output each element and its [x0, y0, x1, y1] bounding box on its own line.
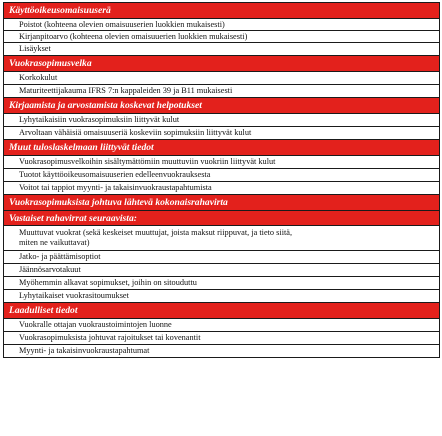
section-header — [3, 195, 440, 211]
table-row — [3, 19, 440, 31]
section-header-label: Laadulliset tiedot — [9, 305, 78, 316]
section-header — [3, 140, 440, 156]
row-label: Voitot tai tappiot myynti- ja takaisinvuokraustapahtumista — [19, 183, 212, 193]
table-row — [3, 114, 440, 127]
table-row — [3, 182, 440, 195]
table-row — [3, 85, 440, 98]
table-row — [3, 156, 440, 169]
row-label: Vuokrasopimuksista johtuvat rajoitukset tai kovenantit — [19, 333, 201, 343]
table-row — [3, 290, 440, 303]
row-label: Vuokralle ottajan vuokraustoimintojen luonne — [19, 320, 172, 330]
table-row — [3, 264, 440, 277]
row-label: Lyhytaikaisiin vuokrasopimuksiin liittyvät kulut — [19, 115, 180, 125]
section-subheader — [3, 211, 440, 226]
row-label: Lyhytaikaiset vuokrasitoumukset — [19, 291, 129, 301]
row-label — [19, 228, 292, 247]
section-header-label: Kirjaamista ja arvostamista koskevat helpotukset — [9, 100, 202, 111]
row-label: Maturiteettijakauma IFRS 7:n kappaleiden 39 ja B11 mukaisesti — [19, 86, 233, 96]
table-row — [3, 127, 440, 140]
row-label: Lisäykset — [19, 44, 51, 54]
table-row — [3, 72, 440, 85]
table-row — [3, 226, 440, 251]
table-row — [3, 31, 440, 43]
section-header — [3, 3, 440, 19]
row-label: Myöhemmin alkavat sopimukset, joihin on sitouduttu — [19, 278, 197, 288]
section-header — [3, 56, 440, 72]
row-label: Jatko- ja päättämisoptiot — [19, 252, 101, 262]
table-row — [3, 43, 440, 56]
table-row — [3, 251, 440, 264]
section-subheader-label: Vastaiset rahavirrat seuraavista: — [9, 212, 137, 224]
section-header-label: Muut tuloslaskelmaan liittyvät tiedot — [9, 142, 154, 153]
table-row — [3, 277, 440, 290]
row-label: Kirjanpitoarvo (kohteena olevien omaisuuerien luokkien mukaisesti) — [19, 31, 248, 41]
disclosure-table — [3, 2, 440, 358]
row-label: Jäännösarvotakuut — [19, 265, 81, 275]
row-label-line: miten ne vaikuttavat) — [19, 238, 90, 247]
table-row — [3, 169, 440, 182]
row-label: Tuotot käyttöoikeusomaisuuserien edelleenvuokrauksesta — [19, 170, 211, 180]
section-header — [3, 303, 440, 319]
row-label: Poistot (kohteena olevien omaisuuserien luokkien mukaisesti) — [19, 19, 225, 29]
section-header — [3, 98, 440, 114]
row-label: Myynti- ja takaisinvuokraustapahtumat — [19, 346, 150, 356]
row-label: Korkokulut — [19, 73, 58, 83]
row-label-line: Muuttuvat vuokrat (sekä keskeiset muuttujat, joista maksut riippuvat, ja tieto siitä, — [19, 228, 293, 238]
section-header-label: Vuokrasopimusvelka — [9, 58, 92, 69]
row-label: Vuokrasopimusvelkoihin sisältymättömiin muuttuviin vuokriin liittyvät kulut — [19, 157, 276, 167]
table-row — [3, 345, 440, 358]
section-header-label: Vuokrasopimuksista johtuva lähtevä kokonaisrahavirta — [9, 197, 228, 208]
table-row — [3, 319, 440, 332]
section-header-label: Käyttöoikeusomaisuuserä — [9, 5, 111, 16]
table-row — [3, 332, 440, 345]
row-label: Arvoltaan vähäisiä omaisuuseriä koskeviin sopimuksiin liittyvät kulut — [19, 128, 252, 138]
